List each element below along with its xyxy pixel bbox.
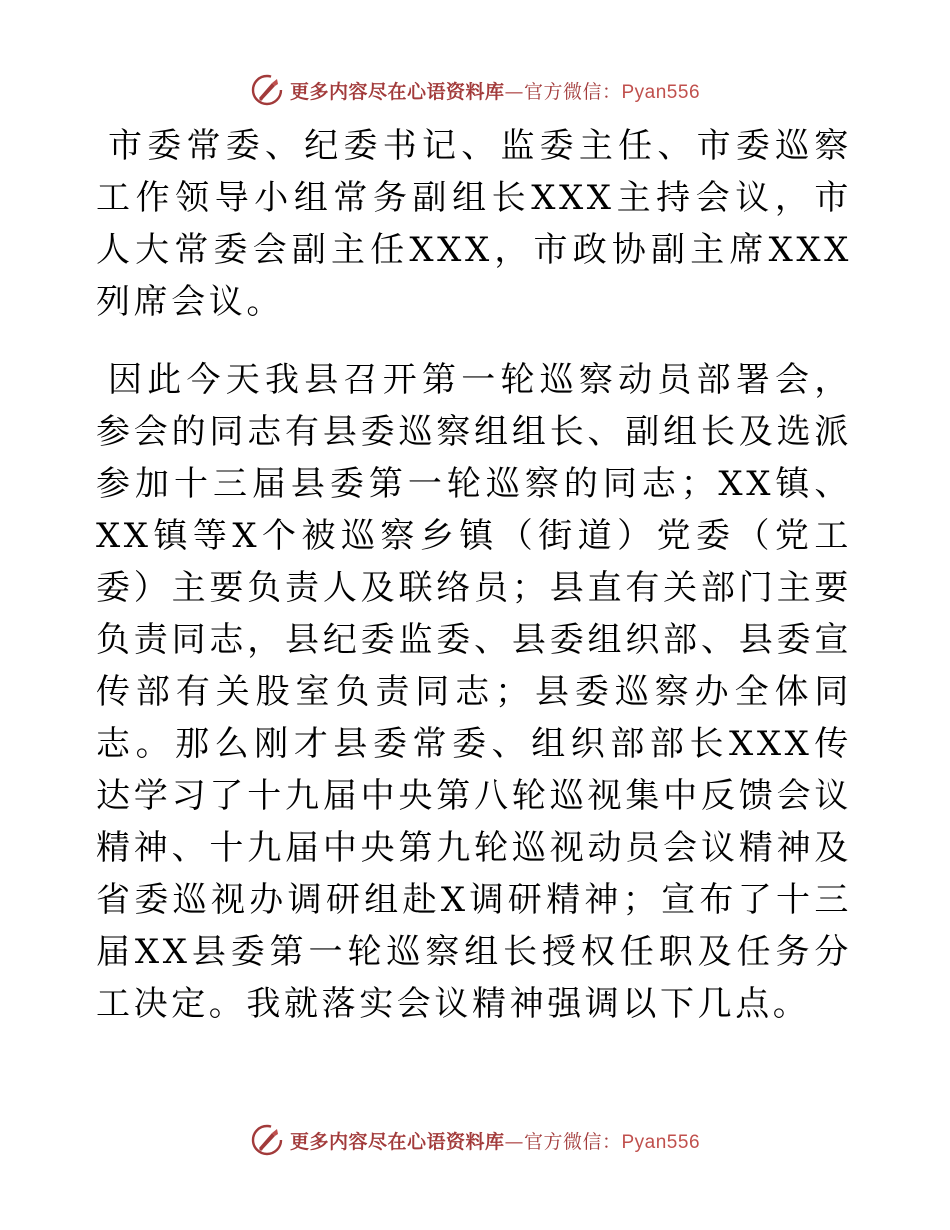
watermark-wechat-id: Pyan556 (621, 1131, 701, 1153)
watermark-dash: — (504, 1130, 524, 1153)
watermark-site-text: 更多内容尽在心语资料库 (289, 1130, 505, 1153)
watermark-wechat-id: Pyan556 (621, 81, 701, 103)
watermark-wechat-label: 官方微信： (523, 1130, 622, 1153)
watermark-dash: — (504, 80, 524, 103)
watermark-wechat-label: 官方微信： (523, 80, 622, 103)
watermark-site-text: 更多内容尽在心语资料库 (289, 80, 505, 103)
quill-pen-logo-icon (250, 73, 284, 107)
body-paragraph-2: 因此今天我县召开第一轮巡察动员部署会，参会的同志有县委巡察组组长、副组长及选派参加十三届县委第一轮巡察的同志；XX镇、XX镇等X个被巡察乡镇（街道）党委（党工委）主要负责人及联络员；县直有关部门主要负责同志，县纪委监委、县委组织部、县委宣传部有关股室负责同志；县委巡察办全体同志。那么刚才县委常委、组织部部长XXX传达学习了十九届中央第八轮巡视集中反馈会议精神、十九届中央第九轮巡视动员会议精神及省委巡视办调研组赴X调研精神；宣布了十三届XX县委第一轮巡察组长授权任职及任务分工决定。我就落实会议精神强调以下几点。 (96, 360, 852, 1024)
body-paragraph-1: 市委常委、纪委书记、监委主任、市委巡察工作领导小组常务副组长XXX主持会议，市人大常委会副主任XXX，市政协副主席XXX列席会议。 (96, 126, 852, 322)
header-watermark-banner (0, 70, 950, 110)
quill-pen-logo-icon (250, 1123, 284, 1157)
footer-watermark-banner (0, 1120, 950, 1160)
watermark-text (290, 77, 700, 104)
watermark-text (290, 1127, 700, 1154)
document-body (96, 120, 852, 1030)
